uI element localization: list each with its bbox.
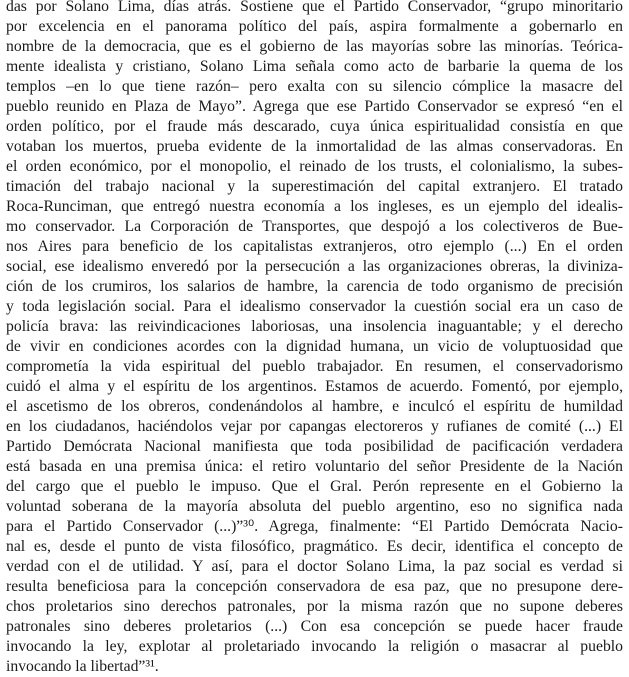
text-line: orden político, por el fraude más descarado, cuya única espiritualidad consistía en que xyxy=(6,118,623,135)
text-line: voluntad soberana de la mayoría absoluta del pueblo argentino, eso no significa nada xyxy=(6,498,623,515)
text-line: mo conservador. La Corporación de Transportes, que despojó a los colectiveros de Bue- xyxy=(6,218,623,235)
text-line: cuidó el alma y el espíritu de los argentinos. Estamos de acuerdo. Fomentó, por ejemplo, xyxy=(6,378,623,395)
text-line: nos Aires para beneficio de los capitalistas extranjeros, otro ejemplo (...) En el orden xyxy=(6,238,623,255)
text-line: de vivir en condiciones acordes con la dignidad humana, un vicio de voluptuosidad que xyxy=(6,338,623,355)
text-line: y toda legislación social. Para el idealismo conservador la cuestión social era un caso de xyxy=(6,298,623,315)
text-line: en los ciudadanos, haciéndolos vejar por capangas electoreros y rufianes de comité (...) El xyxy=(6,418,623,435)
text-line: das por Solano Lima, días atrás. Sostiene que el Partido Conservador, “grupo minoritario xyxy=(6,0,623,15)
text-line: para el Partido Conservador (...)”³⁰. Agrega, finalmente: “El Partido Demócrata Nacio- xyxy=(6,518,623,535)
text-line: social, ese idealismo enveredó por la persecución a las organizaciones obreras, la diviniza- xyxy=(6,258,623,275)
text-line: el orden económico, por el monopolio, el reinado de los trusts, el colonialismo, la subes- xyxy=(6,158,623,175)
text-line: invocando la ley, explotar al proletariado invocando la religión o masacrar al pueblo xyxy=(6,638,623,655)
text-line: patronales sino deberes proletarios (...) Con esa concepción se puede hacer fraude xyxy=(6,618,623,635)
text-line: ción de los crumiros, los salarios de hambre, la carencia de todo organismo de precisión xyxy=(6,278,623,295)
text-line: pueblo reunido en Plaza de Mayo”. Agrega que ese Partido Conservador se expresó “en el xyxy=(6,98,623,115)
text-line: resulta beneficiosa para la concepción conservadora de esa paz, que no presupone dere- xyxy=(6,578,623,595)
text-line: chos proletarios sino derechos patronales, por la misma razón que no supone deberes xyxy=(6,598,623,615)
text-line: votaban los muertos, prueba evidente de la inmortalidad de las almas conservadoras. En xyxy=(6,138,623,155)
text-line: está basada en una premisa única: el retiro voluntario del señor Presidente de la Nación xyxy=(6,458,623,475)
text-line: del cargo que el pueblo le impuso. Que el Gral. Perón represente en el Gobierno la xyxy=(6,478,623,495)
body-text xyxy=(6,0,623,677)
text-line: policía brava: las reivindicaciones laboriosas, una insolencia inaguantable; y el derecho xyxy=(6,318,623,335)
text-line: Roca-Runciman, que entregó nuestra economía a los ingleses, es un ejemplo del idealis- xyxy=(6,198,623,215)
text-line: comprometía la vida espiritual del pueblo trabajador. En resumen, el conservadorismo xyxy=(6,358,623,375)
text-line: por excelencia en el panorama político del país, aspira formalmente a gobernarlo en xyxy=(6,18,623,35)
text-line: invocando la libertad”³¹. xyxy=(6,658,159,675)
text-line: el ascetismo de los obreros, condenándolos al hambre, e inculcó el espíritu de humildad xyxy=(6,398,623,415)
text-line: nal es, desde el punto de vista filosófico, pragmático. Es decir, identifica el concepto de xyxy=(6,538,623,555)
text-line: templos –en lo que tiene razón– pero exalta con su silencio cómplice la masacre del xyxy=(6,78,623,95)
text-line: timación del trabajo nacional y la superestimación del capital extranjero. El tratado xyxy=(6,178,623,195)
text-line: mente idealista y cristiano, Solano Lima señala como acto de barbarie la quema de los xyxy=(6,58,623,75)
text-line: nombre de la democracia, que es el gobierno de las mayorías sobre las minorías. Teórica- xyxy=(6,38,623,55)
text-line: verdad con el de utilidad. Y así, para el doctor Solano Lima, la paz social es verdad si xyxy=(6,558,623,575)
text-line: Partido Demócrata Nacional manifiesta que toda posibilidad de pacificación verdadera xyxy=(6,438,623,455)
